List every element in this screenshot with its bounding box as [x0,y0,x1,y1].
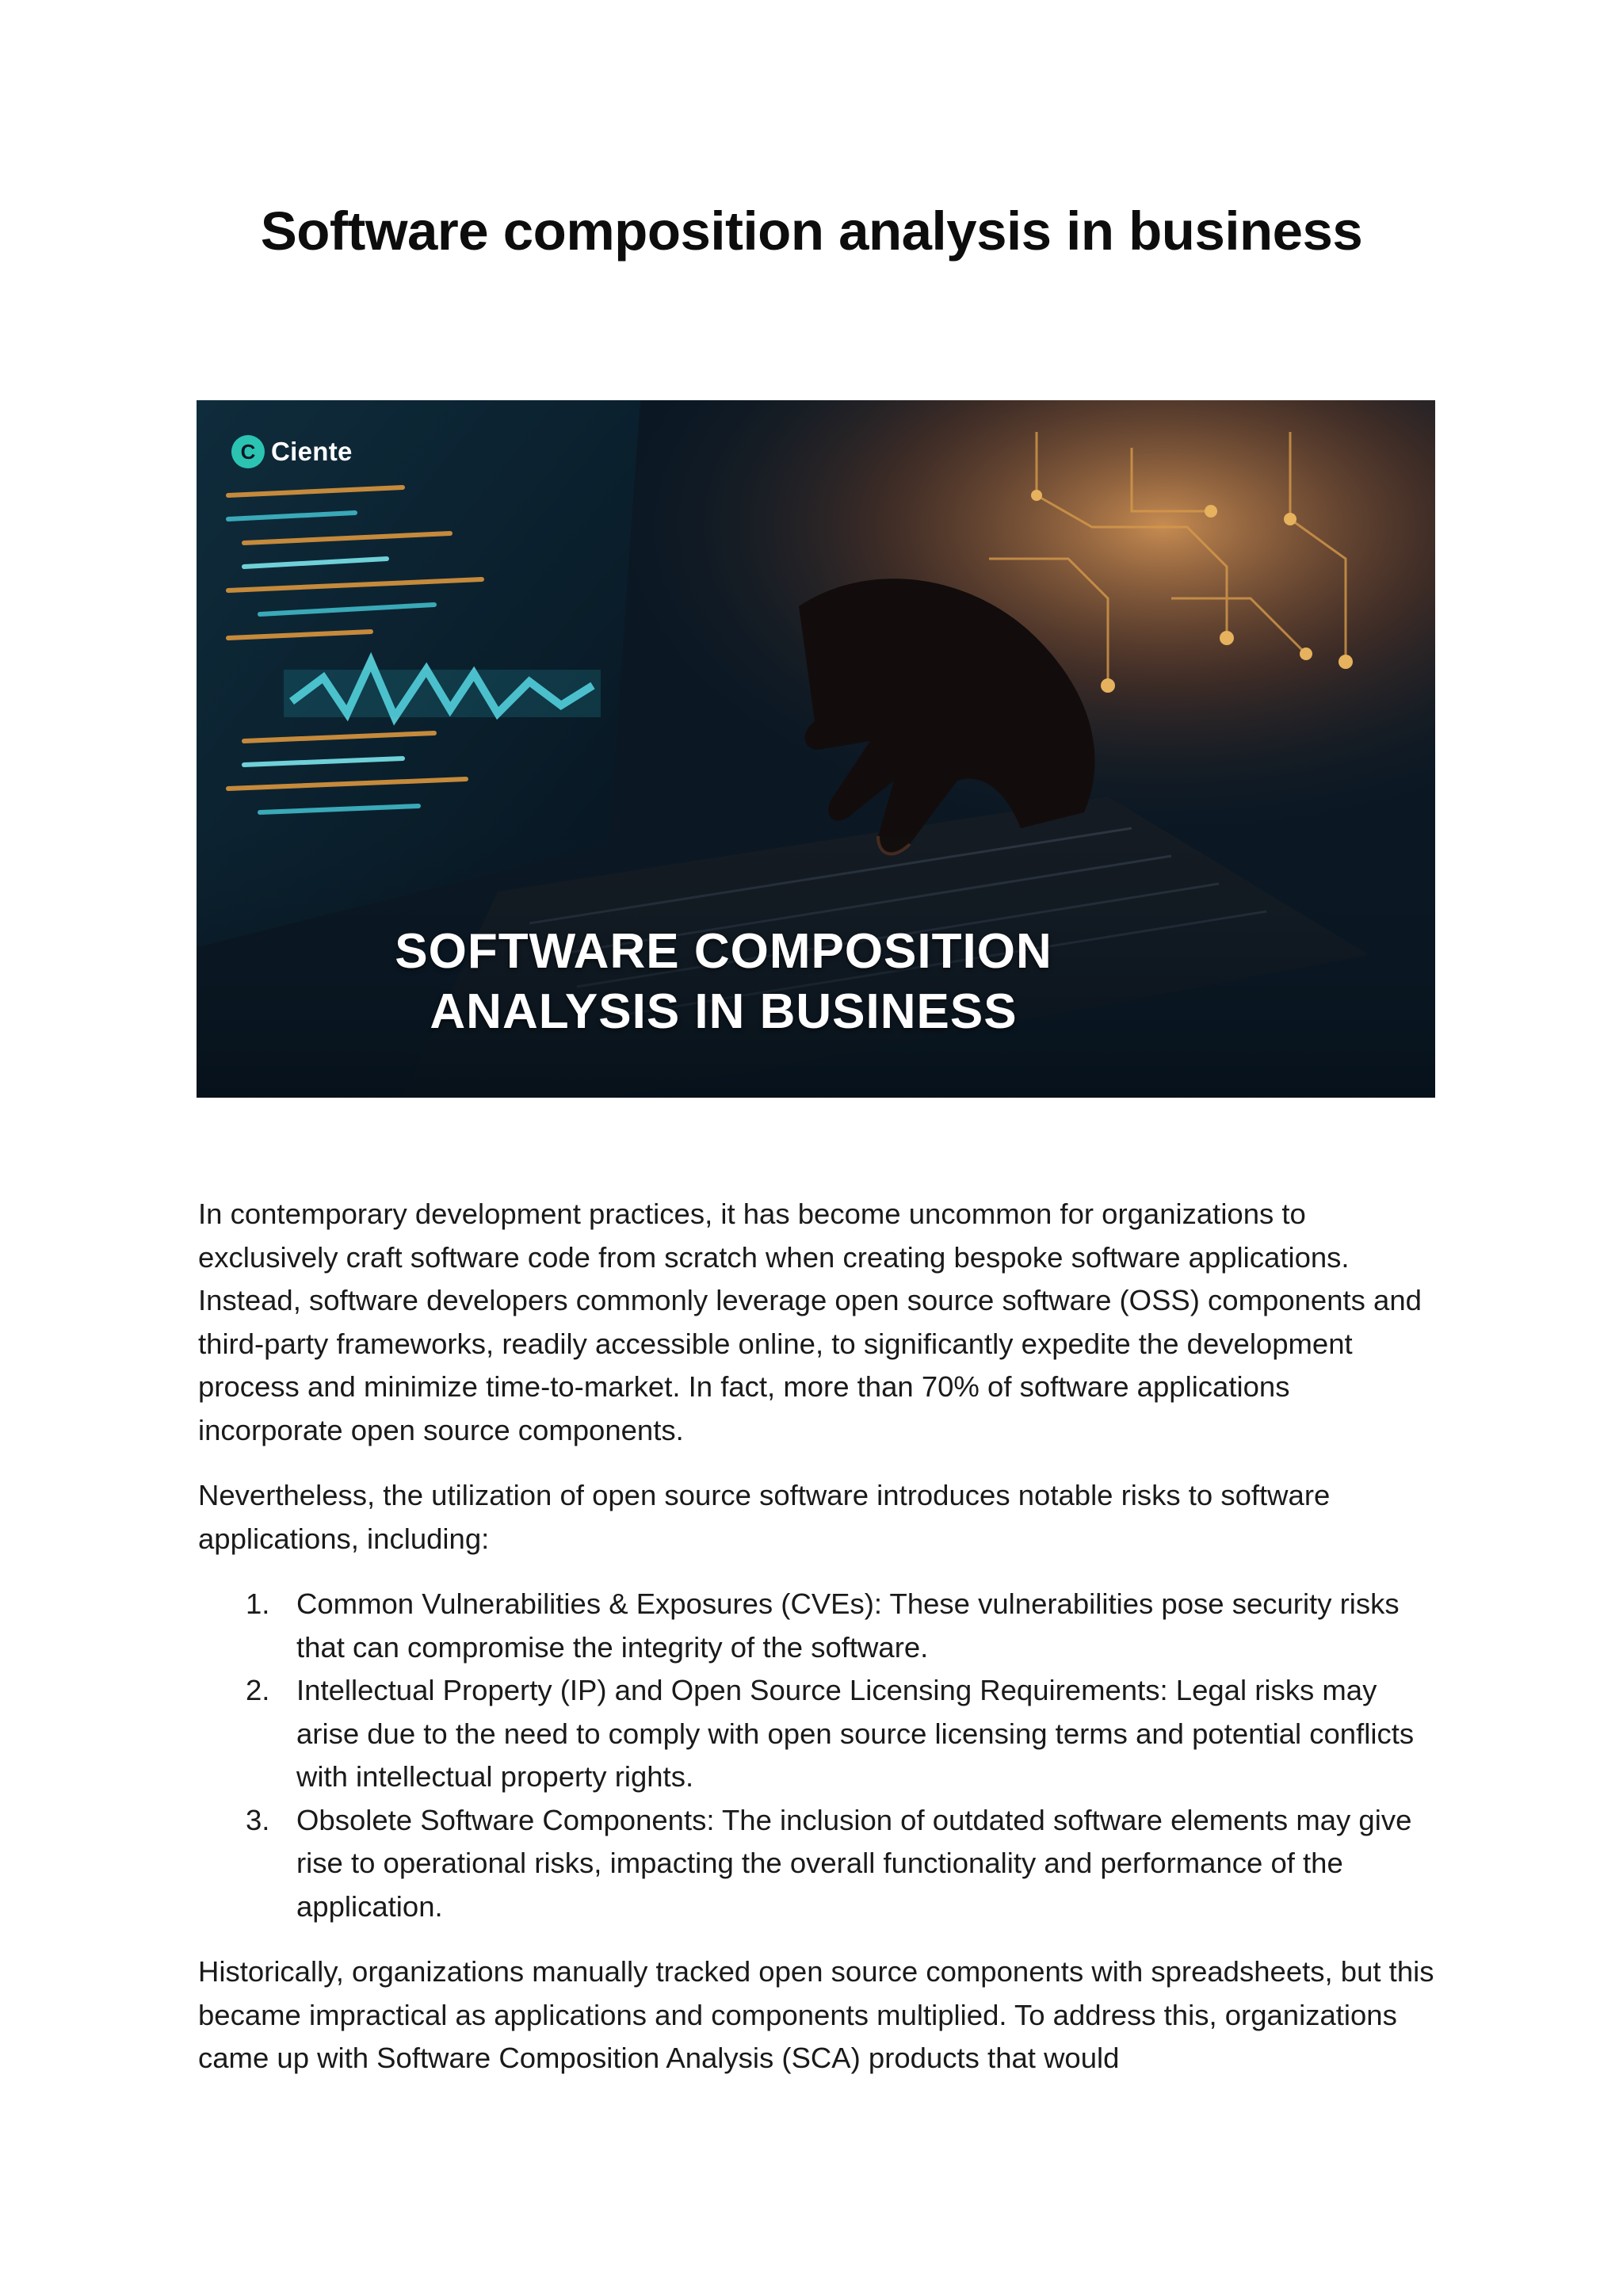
list-item [198,1669,1434,1799]
list-item-text: Common Vulnerabilities & Exposures (CVEs): These vulnerabilities pose security risks that can compromise the integrity of the software. [296,1587,1400,1664]
paragraph-risks-lead: Nevertheless, the utilization of open source software introduces notable risks to software applications, including: [198,1479,1331,1555]
list-item [198,1583,1434,1669]
brand-name: Ciente [271,437,353,466]
risk-list [198,1583,1434,1928]
paragraph-history: Historically, organizations manually tracked open source components with spreadsheets, but this became impractical as applications and components multiplied. To address this, organizations came up with Software Composition Analysis (SCA) products that would [198,1955,1434,2074]
list-item-number: 2. [246,1674,270,1706]
list-item-text: Intellectual Property (IP) and Open Source Licensing Requirements: Legal risks may arise due to the need to comply with open source licensing terms and potential conflicts with intellectual property rights. [296,1674,1415,1793]
hero-caption-line-2: ANALYSIS IN BUSINESS [430,984,1018,1039]
page-title: Software composition analysis in business [260,201,1363,262]
hero-brand-logo [231,435,353,468]
list-item [198,1799,1434,1929]
list-item-number: 1. [246,1587,270,1620]
hero-caption-line-1: SOFTWARE COMPOSITION [395,924,1052,979]
list-item-number: 3. [246,1803,270,1836]
paragraph-intro: In contemporary development practices, it has become uncommon for organizations to exclusively craft software code from scratch when creating bespoke software applications. Instead, software developers commonly leverage open source software (OSS) components and third-party frameworks, readily accessible online, to significantly expedite the development process and minimize time-to-market. In fact, more than 70% of software applications incorporate open source components. [198,1198,1422,1446]
ciente-logo-icon: C [231,435,265,468]
article-body [198,1193,1434,2103]
list-item-text: Obsolete Software Components: The inclusion of outdated software elements may give rise to operational risks, impacting the overall functionality and performance of the application. [296,1803,1412,1923]
hero-image [197,400,1435,1098]
hero-caption [197,922,1251,1042]
